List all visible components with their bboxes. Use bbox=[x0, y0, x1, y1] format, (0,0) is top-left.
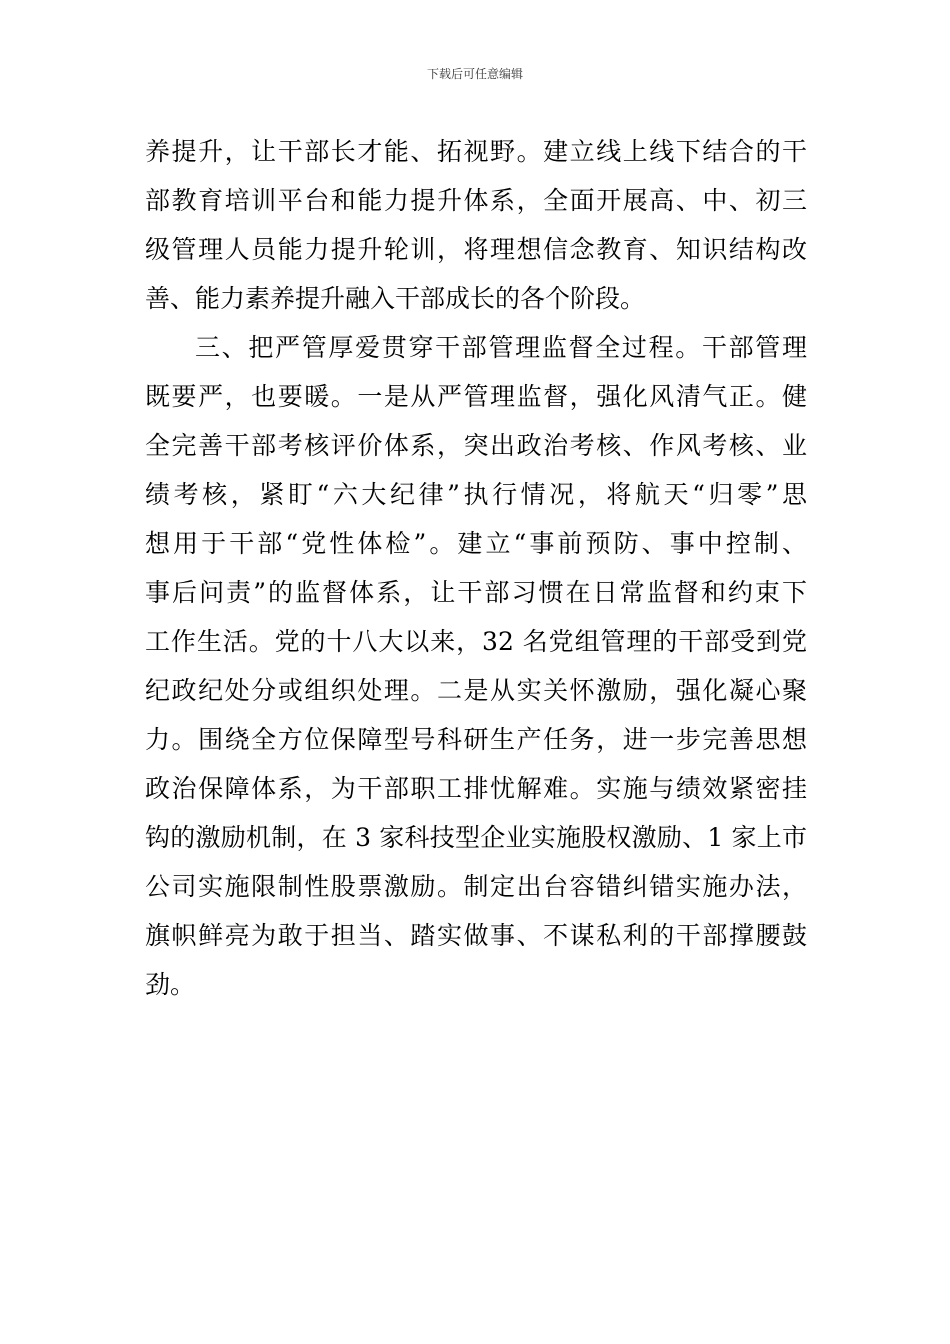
text-line: 旗帜鲜亮为敢于担当、踏实做事、不谋私利的干部撑腰鼓 bbox=[145, 921, 807, 950]
text-line: 既要严，也要暖。一是从严管理监督，强化风清气正。健 bbox=[145, 382, 807, 411]
document-body bbox=[145, 127, 807, 1009]
page-header: 下载后可任意编辑 bbox=[426, 67, 523, 81]
text-line: 级管理人员能力提升轮训，将理想信念教育、知识结构改 bbox=[145, 235, 807, 264]
text-line: 绩考核，紧盯“六大纪律”执行情况，将航天“归零”思 bbox=[145, 480, 807, 509]
text-line: 钩的激励机制，在 3 家科技型企业实施股权激励、1 家上市 bbox=[145, 823, 807, 852]
text-line: 政治保障体系，为干部职工排忧解难。实施与绩效紧密挂 bbox=[145, 774, 807, 803]
text-line: 公司实施限制性股票激励。制定出台容错纠错实施办法， bbox=[145, 872, 807, 901]
text-line: 养提升，让干部长才能、拓视野。建立线上线下结合的干 bbox=[145, 137, 807, 166]
text-line: 三、把严管厚爱贯穿干部管理监督全过程。干部管理 bbox=[195, 333, 807, 362]
text-line: 部教育培训平台和能力提升体系，全面开展高、中、初三 bbox=[145, 186, 807, 215]
text-line: 工作生活。党的十八大以来，32 名党组管理的干部受到党 bbox=[145, 627, 807, 656]
text-line: 劲。 bbox=[145, 970, 196, 999]
text-line: 想用于干部“党性体检”。建立“事前预防、事中控制、 bbox=[145, 529, 807, 558]
paragraph bbox=[145, 323, 807, 1009]
text-line: 善、能力素养提升融入干部成长的各个阶段。 bbox=[145, 284, 646, 313]
paragraph bbox=[145, 127, 807, 323]
text-line: 力。围绕全方位保障型号科研生产任务，进一步完善思想 bbox=[145, 725, 807, 754]
text-line: 事后问责”的监督体系，让干部习惯在日常监督和约束下 bbox=[145, 578, 807, 607]
text-line: 纪政纪处分或组织处理。二是从实关怀激励，强化凝心聚 bbox=[145, 676, 807, 705]
text-line: 全完善干部考核评价体系，突出政治考核、作风考核、业 bbox=[145, 431, 807, 460]
